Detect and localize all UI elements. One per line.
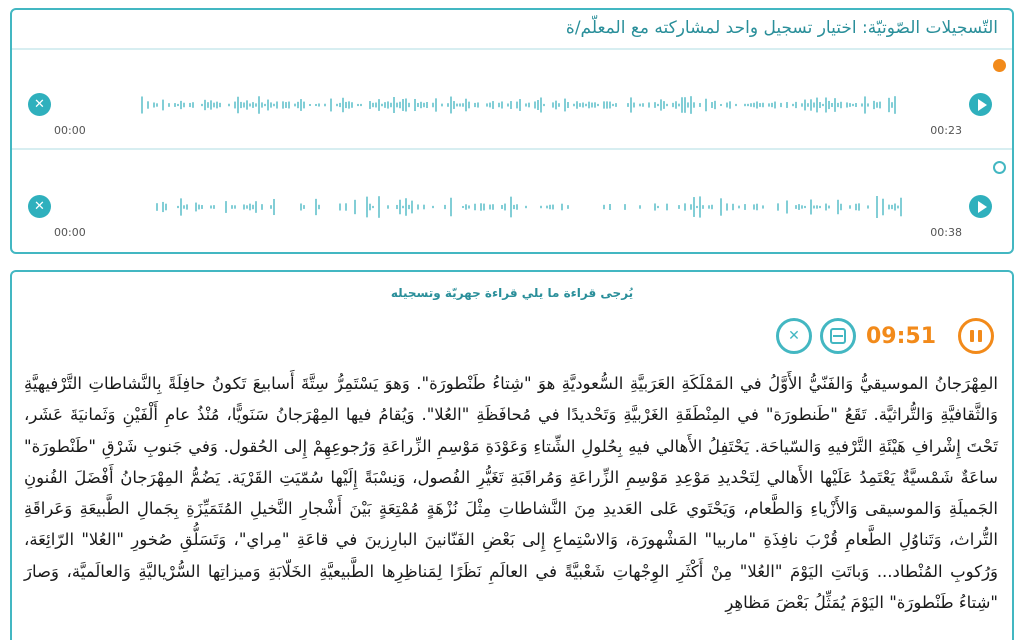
save-icon	[830, 328, 846, 344]
recordings-title: التّسجيلات الصّوتيّة: اختيار تسجيل واحد لمشاركته مع المعلّم/ة	[12, 10, 1012, 50]
play-recording-2-button[interactable]	[969, 195, 992, 218]
delete-recording-2-button[interactable]	[28, 195, 51, 218]
play-icon	[978, 201, 987, 213]
select-recording-1-radio[interactable]	[993, 59, 1006, 72]
cancel-recording-button[interactable]	[776, 318, 812, 354]
delete-recording-1-button[interactable]	[28, 93, 51, 116]
pause-recording-button[interactable]	[958, 318, 994, 354]
recording-track-1[interactable]	[12, 50, 1012, 150]
reading-passage: المِهْرَجانُ الموسيقيُّ وَالفَنّيُّ الأَوَّلُ في المَمْلَكَةِ العَرَبيَّةِ السُّعوديَّةِ هوَ "شِتاءُ طَنْطورَة". وَهوَ يَسْتَمِرُّ سِتَّةَ أَسابيعَ تَكونُ حافِلَةً بِالنَّشاطاتِ التَّرْفيهيَّةِ وَالثَّقافيَّةِ وَالتُّراثيَّة. تَقَعُ "طَنطورَة" في المِنْطَقَةِ الغَرْبيَّةِ وَتَحْديدًا في مُحافَظَةِ "العُلا". وَيُقامُ فيها المِهْرَجانُ سَنَويًّا، مُنْذُ عامِ أَلْفَيْنِ وَثَمانيَةَ عَشَر، تَحْتَ إِشْرافِ هَيْئَةِ التَّرْفيهِ وَالسّياحَة. يَحْتَفِلُ الأَهالي فيهِ بِحُلولِ الشِّتاءِ وَعَوْدَةِ مَوْسِمِ الزِّراعَةِ وَرُجوعِهِمْ إِلى الحُقول. وَفي جَنوبِ شَرْقِ "طَنْطورَة" ساعَةٌ شَمْسيَّةٌ يَعْتَمِدُ عَلَيْها الأَهالي لِتَحْديدِ مَوْعِدِ مَوْسِمِ الزِّراعَةِ وَمُراقَبَةِ تَغَيُّرِ الفُصول، وَنِسْبَةً إِلَيْها سُمّيَتِ القَرْيَة. يَضُمُّ المِهْرَجانُ أَفْضَلَ الفُنونِ الجَميلَةِ وَالموسيقى وَالأَزْياءِ وَالطَّعام، وَيَحْتَوي عَلى العَديدِ مِنَ النَّشاطاتِ مِثْلَ نُزْهَةٍ مُمْتِعَةٍ بَيْنَ أَشْجارِ النَّخيلِ المُتَمَيِّزَةِ بِجَمالِ الطَّبيعَةِ وَعَراقَةِ التُّراث، وَتَناوُلِ الطَّعامِ قُرْبَ نافِذَةِ "ماربيا" المَشْهورَة، وَالاسْتِماعِ إِلى بَعْضِ الفَنّانينَ البارِزينَ في قاعَةِ "مِراي"، وَتَسَلُّقِ صُخورِ "العُلا" الرّائِعَة، وَرُكوبِ المُنْطاد... وَباتَتِ اليَوْمَ "العُلا" مِنْ أَكْثَرِ الوِجْهاتِ شَعْبيَّةً في العالَمِ نَظَرًا لِمَناظِرِها الطَّبيعيَّةِ الخَلّابَةِ وَميزاتِها السُّرْياليَّةِ وَالعالَميَّة، وَصارَ "شِتاءُ طَنْطورَة" اليَوْمَ يُمَثِّلُ بَعْضَ مَظاهِرِ	[24, 374, 998, 613]
play-icon	[978, 99, 987, 111]
recording-1-end-time: 00:23	[930, 124, 962, 137]
close-icon: ✕	[788, 328, 800, 344]
close-icon: ✕	[34, 97, 45, 112]
recording-2-start-time: 00:00	[54, 226, 86, 239]
waveform-1[interactable]	[122, 93, 922, 117]
play-recording-1-button[interactable]	[969, 93, 992, 116]
close-icon: ✕	[34, 199, 45, 214]
waveform-2[interactable]	[122, 195, 922, 219]
recording-track-2[interactable]	[12, 152, 1012, 252]
pause-icon	[970, 330, 982, 342]
reading-instruction: يُرجى قراءة ما يلي قراءة جهريّة وتسجيله	[390, 286, 634, 300]
recording-1-start-time: 00:00	[54, 124, 86, 137]
reading-panel	[10, 270, 1014, 640]
recording-controls	[768, 316, 994, 356]
recording-2-end-time: 00:38	[930, 226, 962, 239]
recording-timer: 09:51	[865, 323, 936, 349]
recordings-panel	[10, 8, 1014, 254]
save-recording-button[interactable]	[820, 318, 856, 354]
select-recording-2-radio[interactable]	[993, 161, 1006, 174]
